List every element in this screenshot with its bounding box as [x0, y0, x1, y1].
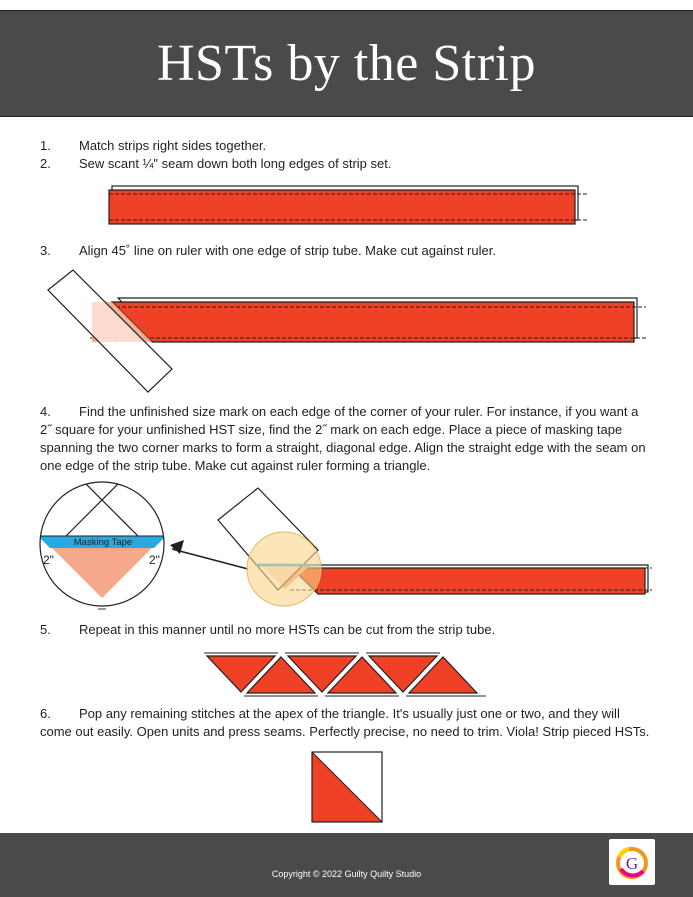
copyright-text: Copyright © 2022 Guilty Quilty Studio: [271, 869, 422, 879]
triangle-row-diagram: [200, 648, 495, 698]
studio-logo: [609, 839, 655, 885]
page-footer: [0, 833, 693, 897]
right-measure-label: 2": [149, 553, 160, 567]
step-text: Align 45˚ line on ruler with one edge of strip tube. Make cut against ruler.: [79, 243, 496, 258]
step-number: 2.: [40, 156, 51, 171]
step-number: 4.: [40, 404, 51, 419]
step-2: [40, 155, 640, 173]
logo-letter: G: [625, 854, 639, 873]
ruler-cut-diagram: [40, 265, 660, 400]
page-header: [0, 10, 693, 117]
step-text: Find the unfinished size mark on each edge of the corner of your ruler. For instance, if you want a 2˝ square for your unfinished HST size, find the 2˝ mark on each edge. Place a piece of masking tape spanning the two corner marks to form a straight, diagonal edge. Align the straight edge with the seam on one edge of the strip tube. Make cut against ruler forming a triangle.: [40, 404, 646, 473]
step-3: [40, 242, 660, 260]
page-title: HSTs by the Strip: [157, 35, 536, 92]
step-number: 5.: [40, 622, 51, 637]
step-number: 3.: [40, 243, 51, 258]
step-text: Sew scant ¼" seam down both long edges of strip set.: [79, 156, 392, 171]
strip-set-diagram: [100, 180, 600, 230]
step-number: 6.: [40, 706, 51, 721]
step-text: Pop any remaining stitches at the apex of the triangle. It's usually just one or two, and they will come out easily. Open units and press seams. Perfectly precise, no need to trim. Viola! Strip pieced HSTs.: [40, 706, 650, 739]
step-5: [40, 621, 660, 639]
triangle-cut-diagram: [160, 485, 660, 610]
step-text: Match strips right sides together.: [79, 138, 267, 153]
step-text: Repeat in this manner until no more HSTs can be cut from the strip tube.: [79, 622, 496, 637]
left-measure-label: 2": [43, 553, 54, 567]
step-number: 1.: [40, 138, 51, 153]
logo-icon: [609, 839, 655, 885]
step-1: [40, 137, 640, 155]
finished-hst-diagram: [310, 750, 386, 824]
masking-tape-label: Masking Tape: [73, 537, 133, 548]
step-4: [40, 403, 652, 475]
ruler-corner-detail: [36, 480, 176, 615]
step-6: [40, 705, 652, 741]
